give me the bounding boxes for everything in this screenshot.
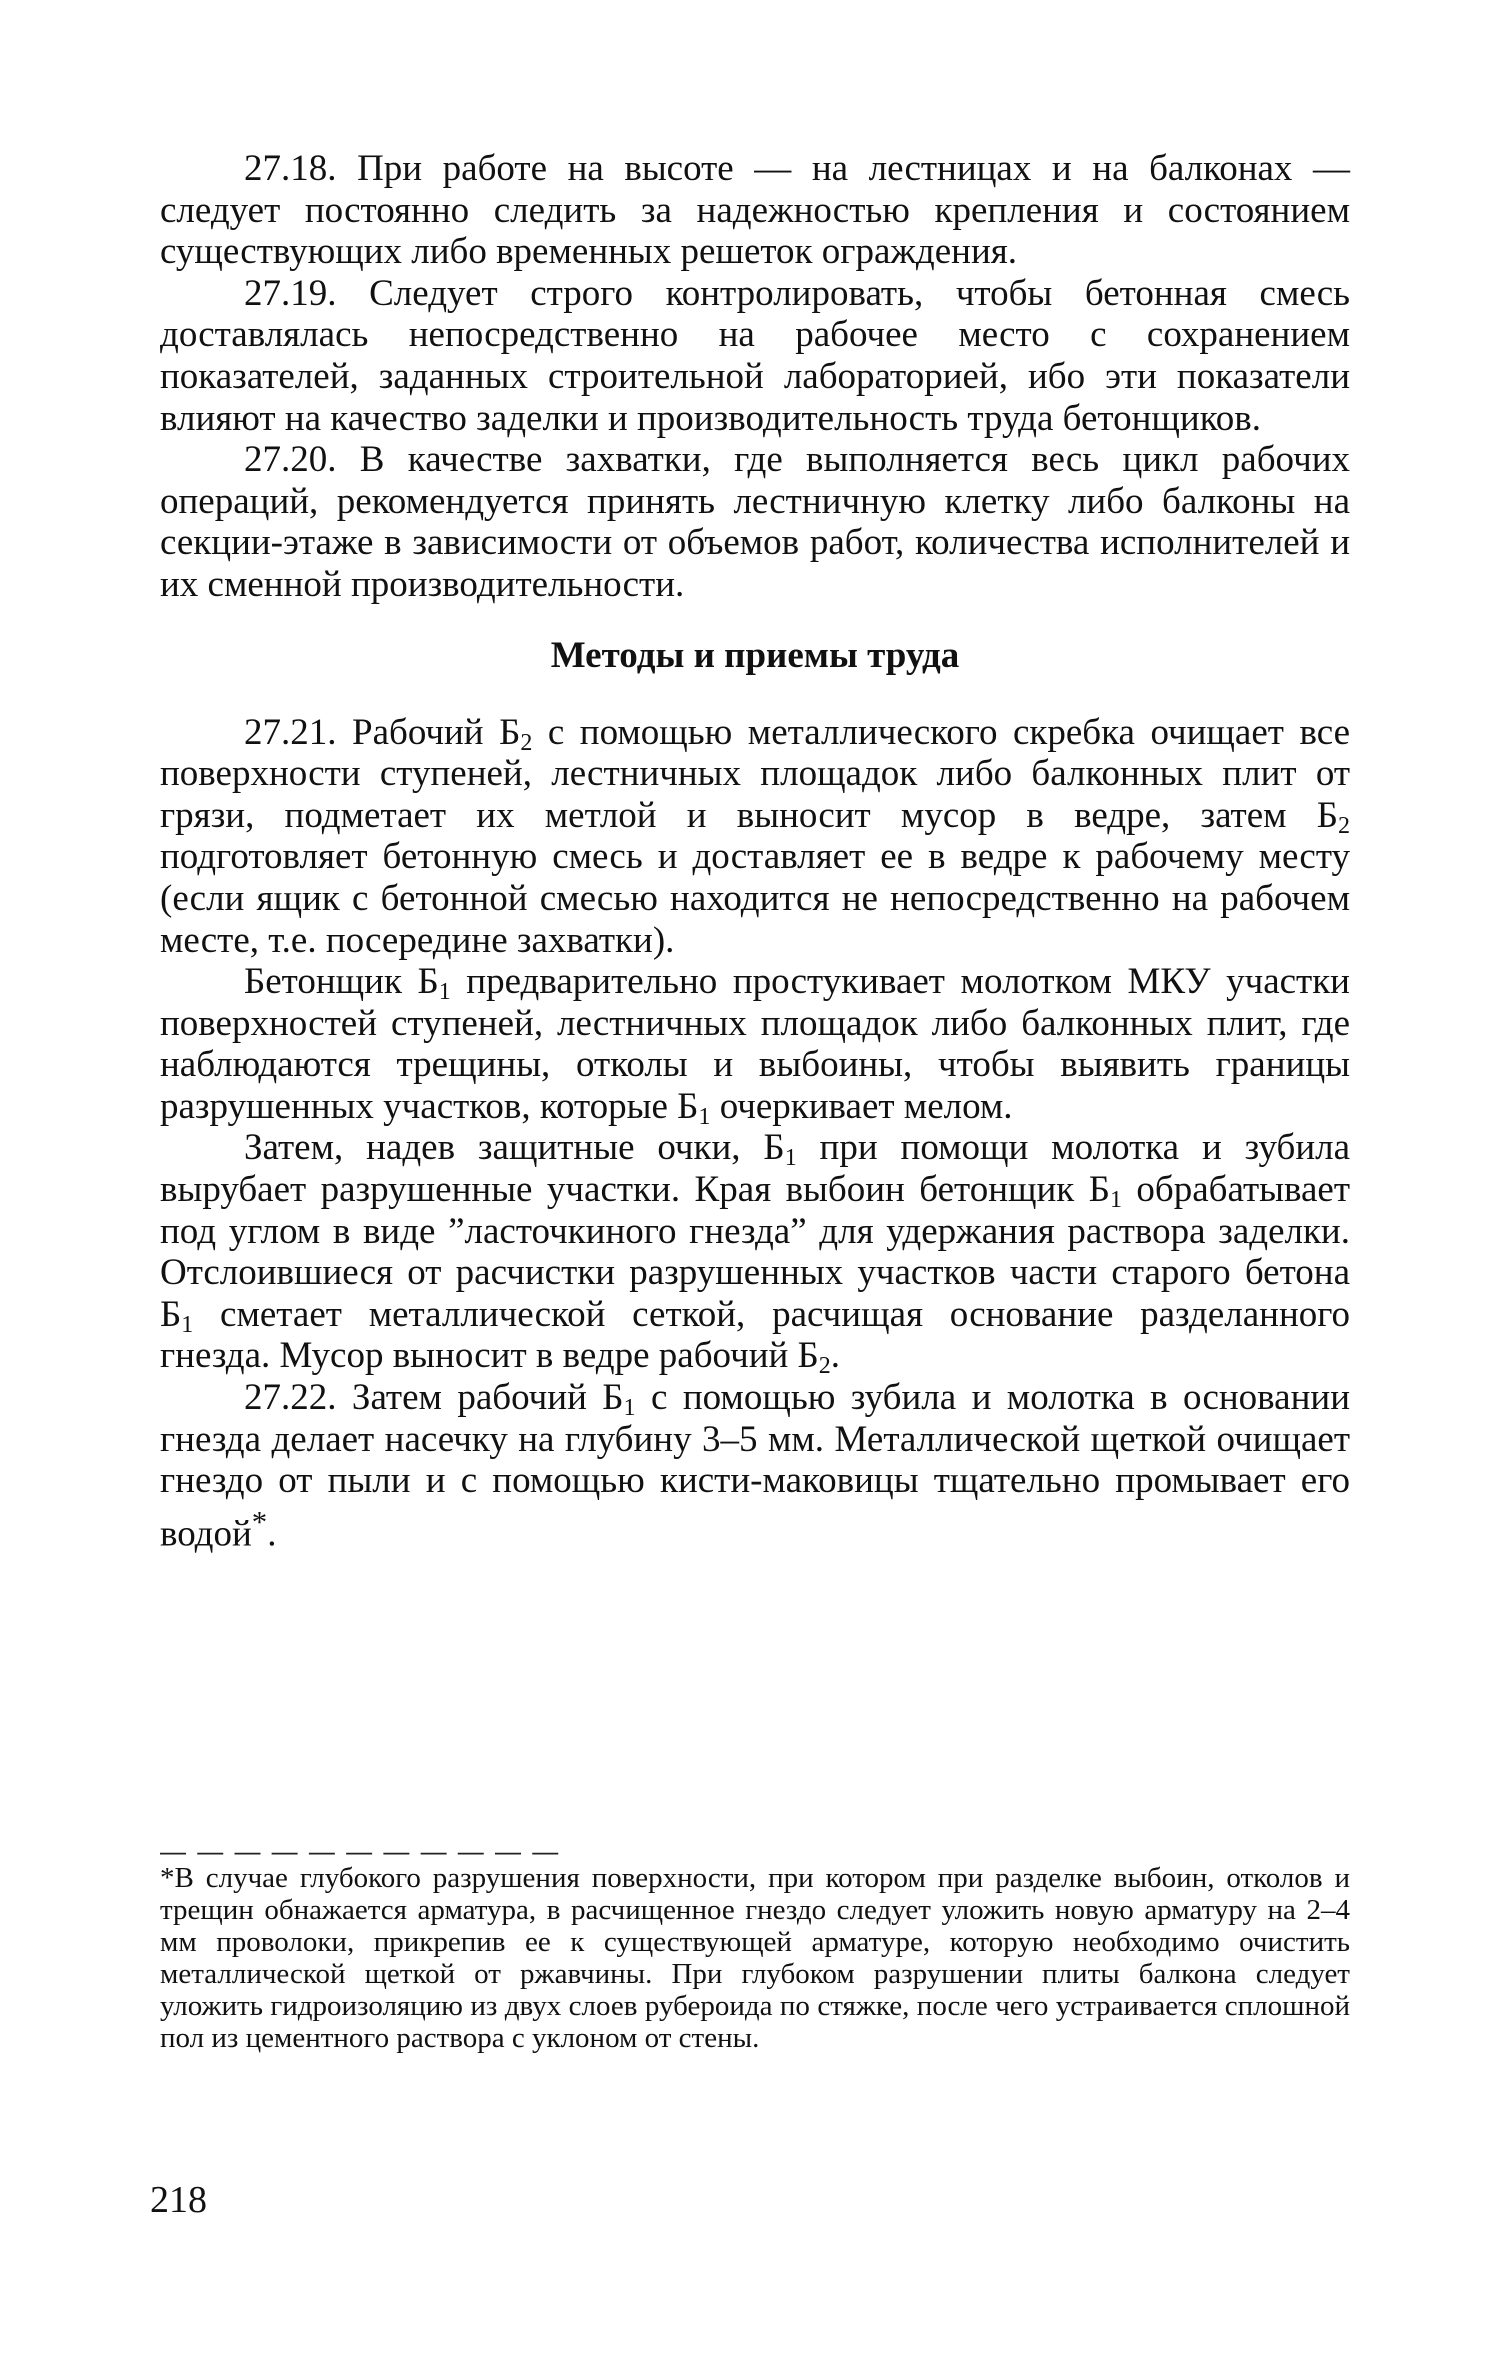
paragraph-27-22: 27.22. Затем рабочий $Б_1$ с помощью зубила и молотка в основании гнезда делает насечку на глубину 3–5 мм. Металлической щеткой очищает гнездо от пыли и с помощью кисти-маковицы тщательно промывает его водой*.	[160, 1377, 1350, 1555]
paragraph-27-20: 27.20. В качестве захватки, где выполняется весь цикл рабочих операций, рекомендуется принять лестничную клетку либо балконы на секции-этаже в зависимости от объемов работ, количества исполнителей и их сменной производительности.	[160, 439, 1350, 605]
paragraph-zatem: Затем, надев защитные очки, $Б_1$ при помощи молотка и зубила вырубает разрушенные участки. Края выбоин бетонщик $Б_1$ обрабатывает под углом в виде ”ласточкиного гнезда” для удержания раствора заделки. Отслоившиеся от расчистки разрушенных участков части старого бетона $Б_1$ сметает металлической сеткой, расчищая основание разделанного гнезда. Мусор выносит в ведре рабочий $Б_2$.	[160, 1127, 1351, 1380]
paragraph-27-21: 27.21. Рабочий $Б_2$ с помощью металлического скребка очищает все поверхности ступеней, лестничных площадок либо балконных плит от грязи, подметает их метлой и выносит мусор в ведре, затем $Б_2$ подготовляет бетонную смесь и доставляет ее в ведре к рабочему месту (если ящик с бетонной смесью находится не непосредственно на рабочем месте, т.е. посередине захватки).	[160, 711, 1350, 961]
footnote-marker: *	[251, 1504, 268, 1539]
footnote: *В случае глубокого разрушения поверхности, при котором при разделке выбоин, отколов и трещин обнажается арматура, в расчищенное гнездо следует уложить новую арматуру на 2–4 мм проволоки, прикрепив ее к существующей арматуре, которую необходимо очистить металлической щеткой от ржавчины. При глубоком разрушении плиты балкона следует уложить гидроизоляцию из двух слоев рубероида по стяжке, после чего устраивается сплошной пол из цементного раствора с уклоном от стены.	[160, 1862, 1350, 2054]
paragraph-betonshchik: Бетонщик $Б_1$ предварительно простукивает молотком МКУ участки поверхностей ступеней, лестничных площадок либо балконных плит, где наблюдаются трещины, отколы и выбоины, чтобы выявить границы разрушенных участков, которые $Б_1$ очеркивает мелом.	[160, 961, 1350, 1130]
footnote-separator: — — — — — — — — — — —	[160, 1836, 561, 1866]
page-number: 218	[150, 2179, 207, 2221]
page-body	[160, 148, 1350, 1555]
section-heading: Методы и приемы труда	[550, 634, 960, 676]
paragraph-27-19: 27.19. Следует строго контролировать, чтобы бетонная смесь доставлялась непосредственно на рабочее место с сохранением показателей, заданных строительной лабораторией, ибо эти показатели влияют на качество заделки и производительность труда бетонщиков.	[160, 272, 1350, 439]
paragraph-27-18: 27.18. При работе на высоте — на лестницах и на балконах — следует постоянно следить за надежностью крепления и состоянием существующих либо временных решеток ограждения.	[160, 148, 1350, 273]
